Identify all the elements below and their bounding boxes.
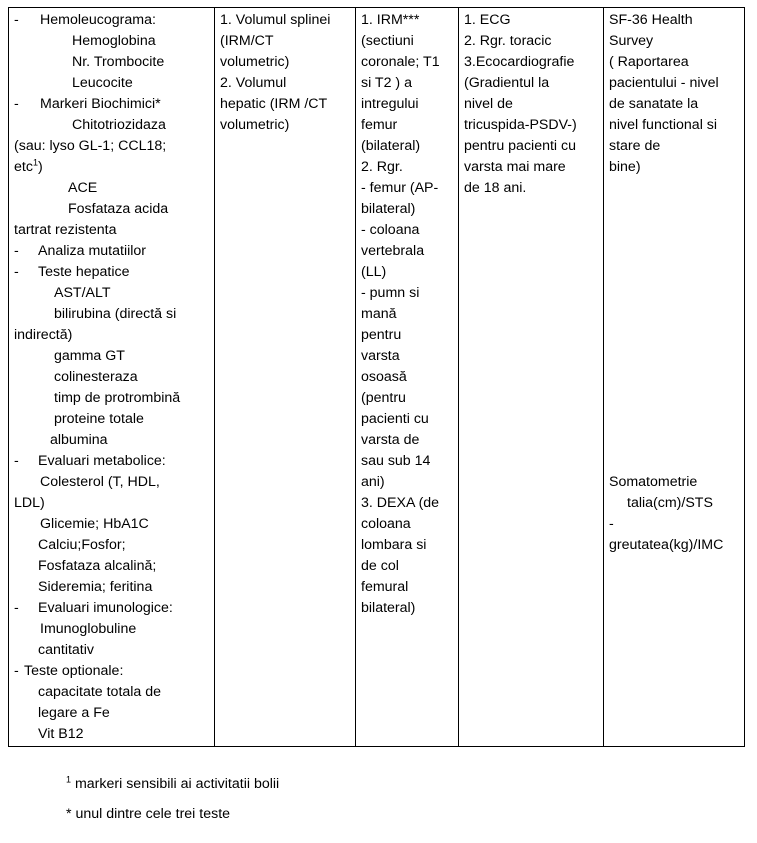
list-item: tartrat rezistenta <box>14 222 117 238</box>
list-item: (bilateral) <box>361 138 421 154</box>
list-item: - Teste optionale: <box>14 663 124 679</box>
list-item: coloana <box>361 516 411 532</box>
list-item: Chitotriozidaza <box>72 117 166 133</box>
list-item: 1. IRM*** <box>361 12 420 28</box>
list-item: capacitate totala de <box>38 684 162 700</box>
list-item: osoasă <box>361 369 407 385</box>
list-item: Survey <box>609 33 654 49</box>
cell-quality-of-life <box>604 8 745 747</box>
list-item: - Analiza mutatiilor <box>14 243 147 259</box>
list-item: Hemoglobina <box>72 33 156 49</box>
list-item: de col <box>361 558 399 574</box>
list-item: nivel functional si <box>609 117 718 133</box>
list-item: Somatometrie <box>609 474 698 490</box>
list-item: coronale; T1 <box>361 54 440 70</box>
list-item: colinesteraza <box>54 369 138 385</box>
footnote-2: * unul dintre cele trei teste <box>66 806 231 822</box>
list-item: volumetric) <box>220 117 290 133</box>
list-item: tricuspida-PSDV-) <box>464 117 577 133</box>
footnote-1: $^1$ markeri sensibili ai activitatii bolii <box>66 774 280 792</box>
list-item: bilateral) <box>361 201 416 217</box>
list-item: stare de <box>609 138 661 154</box>
list-item: lombara si <box>361 537 427 553</box>
list-item: SF-36 Health <box>609 12 693 28</box>
list-item: Vit B12 <box>38 726 84 742</box>
list-item: 1. Volumul splinei <box>220 12 331 28</box>
list-item: Calciu;Fosfor; <box>38 537 126 553</box>
cell-bone-imaging <box>356 8 459 747</box>
list-item: Glicemie; HbA1C <box>40 516 149 532</box>
list-item: - Markeri Biochimici* <box>14 96 161 112</box>
list-item: - femur (AP- <box>361 180 439 196</box>
list-item: Colesterol (T, HDL, <box>40 474 160 490</box>
list-item: 3.Ecocardiografie <box>464 54 575 70</box>
list-item: volumetric) <box>220 54 290 70</box>
list-item: sau sub 14 <box>361 453 431 469</box>
list-item: cantitativ <box>38 642 94 658</box>
list-item: greutatea(kg)/IMC <box>609 537 724 553</box>
list-item: 2. Rgr. <box>361 159 403 175</box>
list-item: 2. Volumul <box>220 75 287 91</box>
list-item: varsta de <box>361 432 420 448</box>
list-item: (LL) <box>361 264 387 280</box>
list-item: 3. DEXA (de <box>361 495 440 511</box>
list-item: nivel de <box>464 96 513 112</box>
list-item: ani) <box>361 474 385 490</box>
list-item: bine) <box>609 159 641 175</box>
list-item: legare a Fe <box>38 705 110 721</box>
list-item: varsta <box>361 348 400 364</box>
list-item: Sideremia; feritina <box>38 579 153 595</box>
list-item: timp de protrombină <box>54 390 181 406</box>
list-item: Fosfataza acida <box>68 201 169 217</box>
list-item: gamma GT <box>54 348 125 364</box>
cell-cardiac-evaluation <box>459 8 604 747</box>
list-item: LDL) <box>14 495 45 511</box>
list-item: mană <box>361 306 397 322</box>
list-item: indirectă) <box>14 327 73 343</box>
list-item: Leucocite <box>72 75 133 91</box>
list-item: pentru <box>361 327 402 343</box>
list-item: bilirubina (directă si <box>54 306 177 322</box>
list-item: albumina <box>50 432 108 448</box>
list-item: - <box>609 516 614 532</box>
list-item: vertebrala <box>361 243 425 259</box>
list-item: varsta mai mare <box>464 159 566 175</box>
list-item: (pentru <box>361 390 406 406</box>
list-item: (sectiuni <box>361 33 414 49</box>
list-item: de 18 ani. <box>464 180 527 196</box>
cell-laboratory-tests <box>9 8 215 747</box>
list-item: Nr. Trombocite <box>72 54 165 70</box>
list-item: Fosfataza alcalină; <box>38 558 157 574</box>
list-item: ( Raportarea <box>609 54 689 70</box>
list-item: (sau: lyso GL-1; CCL18; <box>14 138 167 154</box>
list-item: ACE <box>68 180 98 196</box>
cell-imaging-volume <box>215 8 356 747</box>
list-item: bilateral) <box>361 600 416 616</box>
list-item: pacienti cu <box>361 411 429 427</box>
list-item: (IRM/CT <box>220 33 274 49</box>
spacer <box>609 178 739 472</box>
list-item: de sanatate la <box>609 96 699 112</box>
list-item: - Evaluari imunologice: <box>14 600 173 616</box>
list-item: AST/ALT <box>54 285 111 301</box>
list-item: (Gradientul la <box>464 75 550 91</box>
list-item: pentru pacienti cu <box>464 138 576 154</box>
list-item: - Evaluari metabolice: <box>14 453 166 469</box>
table-row <box>9 8 745 747</box>
list-item: talia(cm)/STS <box>627 495 713 511</box>
list-item: 2. Rgr. toracic <box>464 33 552 49</box>
list-item: Imunoglobuline <box>40 621 137 637</box>
list-item: - Teste hepatice <box>14 264 130 280</box>
list-item: intregului <box>361 96 419 112</box>
list-item: - Hemoleucograma: <box>14 12 156 28</box>
list-item: - pumn si <box>361 285 420 301</box>
list-item: 1. ECG <box>464 12 511 28</box>
list-item: proteine totale <box>54 411 144 427</box>
list-item: - coloana <box>361 222 420 238</box>
list-item: femural <box>361 579 409 595</box>
list-item: femur <box>361 117 398 133</box>
list-item: si T2 ) a <box>361 75 412 91</box>
list-item: pacientului - nivel <box>609 75 719 91</box>
list-item: etc$^1$) <box>14 157 43 175</box>
evaluation-table <box>8 7 745 747</box>
list-item: hepatic (IRM /CT <box>220 96 328 112</box>
